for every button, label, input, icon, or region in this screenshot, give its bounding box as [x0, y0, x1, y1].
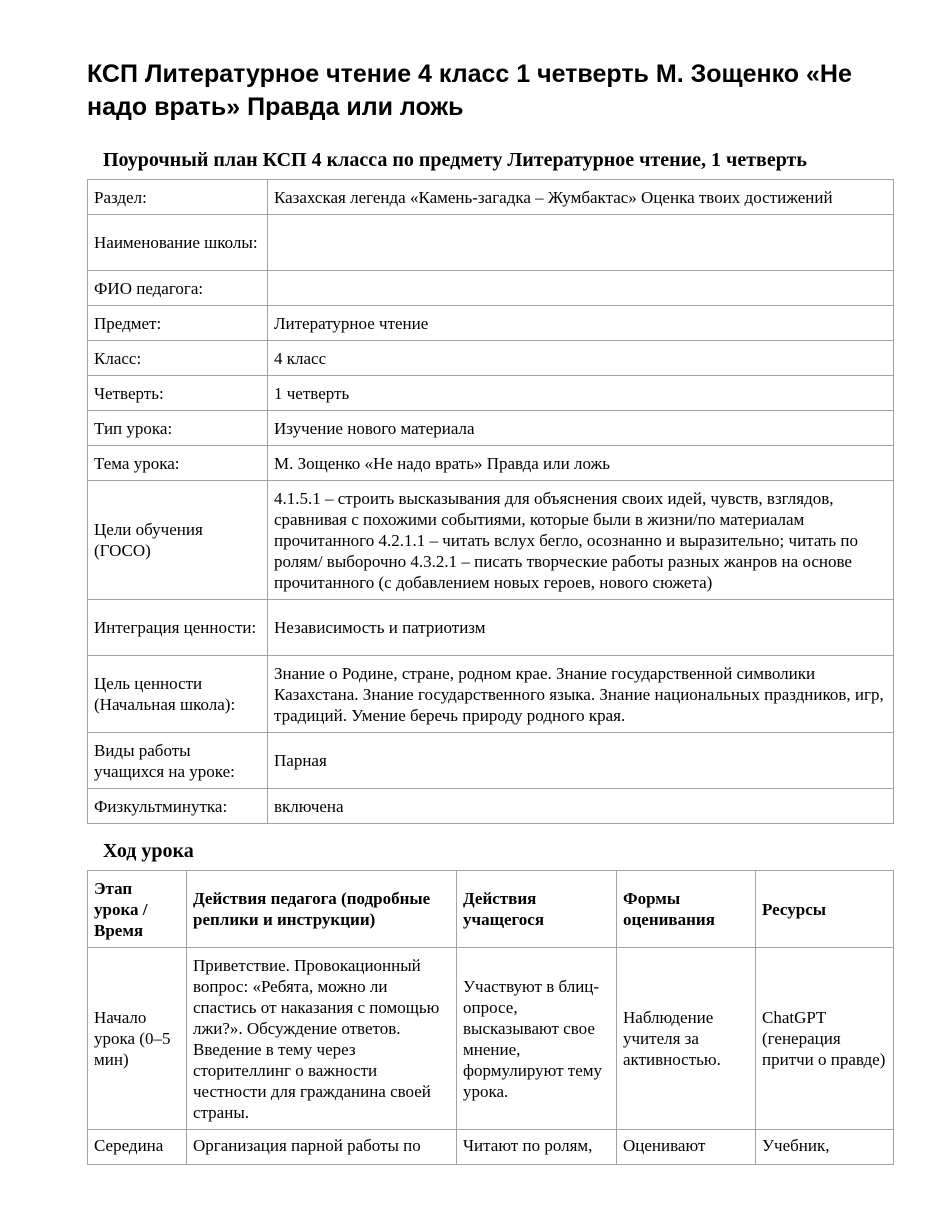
row-label: Интеграция ценности:: [88, 600, 268, 656]
resources-cell: ChatGPT (генерация притчи о правде): [756, 948, 894, 1130]
row-label: Четверть:: [88, 376, 268, 411]
lesson-flow-heading: Ход урока: [103, 840, 194, 862]
student-actions-cell: Читают по ролям,: [457, 1130, 617, 1165]
row-value: 4.1.5.1 – строить высказывания для объяснения своих идей, чувств, взглядов, сравнивая с похожими событиями, которые были в жизни/по материалам прочитанного 4.2.1.1 – читать вслух бегло, осознанно и выразительно; читать по ролям/ выборочно 4.3.2.1 – писать творческие работы разных жанров на основе прочитанного (с добавлением новых героев, нового сюжета): [268, 481, 894, 600]
row-label: Раздел:: [88, 180, 268, 215]
lesson-flow-table: [87, 870, 894, 1165]
row-label: Физкультминутка:: [88, 789, 268, 824]
row-label: Цель ценности (Начальная школа):: [88, 656, 268, 733]
table-row: [88, 948, 894, 1130]
row-value: 4 класс: [268, 341, 894, 376]
student-actions-cell: Участвуют в блиц-опросе, высказывают свое мнение, формулируют тему урока.: [457, 948, 617, 1130]
row-value: включена: [268, 789, 894, 824]
column-header-stage: Этап урока / Время: [88, 871, 187, 948]
row-value: Казахская легенда «Камень-загадка – Жумбактас» Оценка твоих достижений: [268, 180, 894, 215]
row-value: Литературное чтение: [268, 306, 894, 341]
assessment-cell: Наблюдение учителя за активностью.: [617, 948, 756, 1130]
row-label: Класс:: [88, 341, 268, 376]
table-row: [88, 600, 894, 656]
row-value: Независимость и патриотизм: [268, 600, 894, 656]
plan-heading: Поурочный план КСП 4 класса по предмету Литературное чтение, 1 четверть: [103, 149, 807, 171]
row-label: Цели обучения (ГОСО): [88, 481, 268, 600]
column-header-student-actions: Действия учащегося: [457, 871, 617, 948]
table-row: [88, 306, 894, 341]
stage-cell: Середина: [88, 1130, 187, 1165]
table-row: [88, 341, 894, 376]
stage-cell: Начало урока (0–5 мин): [88, 948, 187, 1130]
row-label: Тема урока:: [88, 446, 268, 481]
table-row: [88, 446, 894, 481]
row-label: Предмет:: [88, 306, 268, 341]
row-value: [268, 215, 894, 271]
table-row: [88, 1130, 894, 1165]
row-label: Виды работы учащихся на уроке:: [88, 733, 268, 789]
column-header-assessment: Формы оценивания: [617, 871, 756, 948]
column-header-teacher-actions: Действия педагога (подробные реплики и инструкции): [187, 871, 457, 948]
table-header-row: [88, 871, 894, 948]
row-value: Знание о Родине, стране, родном крае. Знание государственной символики Казахстана. Знание государственного языка. Знание национальных праздников, игр, традиций. Умение беречь природу родного края.: [268, 656, 894, 733]
teacher-actions-cell: Организация парной работы по: [187, 1130, 457, 1165]
row-value: [268, 271, 894, 306]
teacher-actions-cell: Приветствие. Провокационный вопрос: «Ребята, можно ли спастись от наказания с помощью лжи?». Обсуждение ответов. Введение в тему через сторителлинг о важности честности для гражданина своей страны.: [187, 948, 457, 1130]
table-row: [88, 789, 894, 824]
resources-cell: Учебник,: [756, 1130, 894, 1165]
table-row: [88, 215, 894, 271]
table-row: [88, 733, 894, 789]
row-label: ФИО педагога:: [88, 271, 268, 306]
row-value: 1 четверть: [268, 376, 894, 411]
column-header-resources: Ресурсы: [756, 871, 894, 948]
document-title: КСП Литературное чтение 4 класс 1 четверть М. Зощенко «Не надо врать» Правда или ложь: [87, 60, 852, 121]
row-value: Парная: [268, 733, 894, 789]
table-row: [88, 411, 894, 446]
table-row: [88, 180, 894, 215]
assessment-cell: Оценивают: [617, 1130, 756, 1165]
row-label: Наименование школы:: [88, 215, 268, 271]
row-value: М. Зощенко «Не надо врать» Правда или ложь: [268, 446, 894, 481]
table-row: [88, 656, 894, 733]
table-row: [88, 376, 894, 411]
row-value: Изучение нового материала: [268, 411, 894, 446]
table-row: [88, 271, 894, 306]
lesson-info-table: [87, 179, 894, 824]
table-row: [88, 481, 894, 600]
row-label: Тип урока:: [88, 411, 268, 446]
